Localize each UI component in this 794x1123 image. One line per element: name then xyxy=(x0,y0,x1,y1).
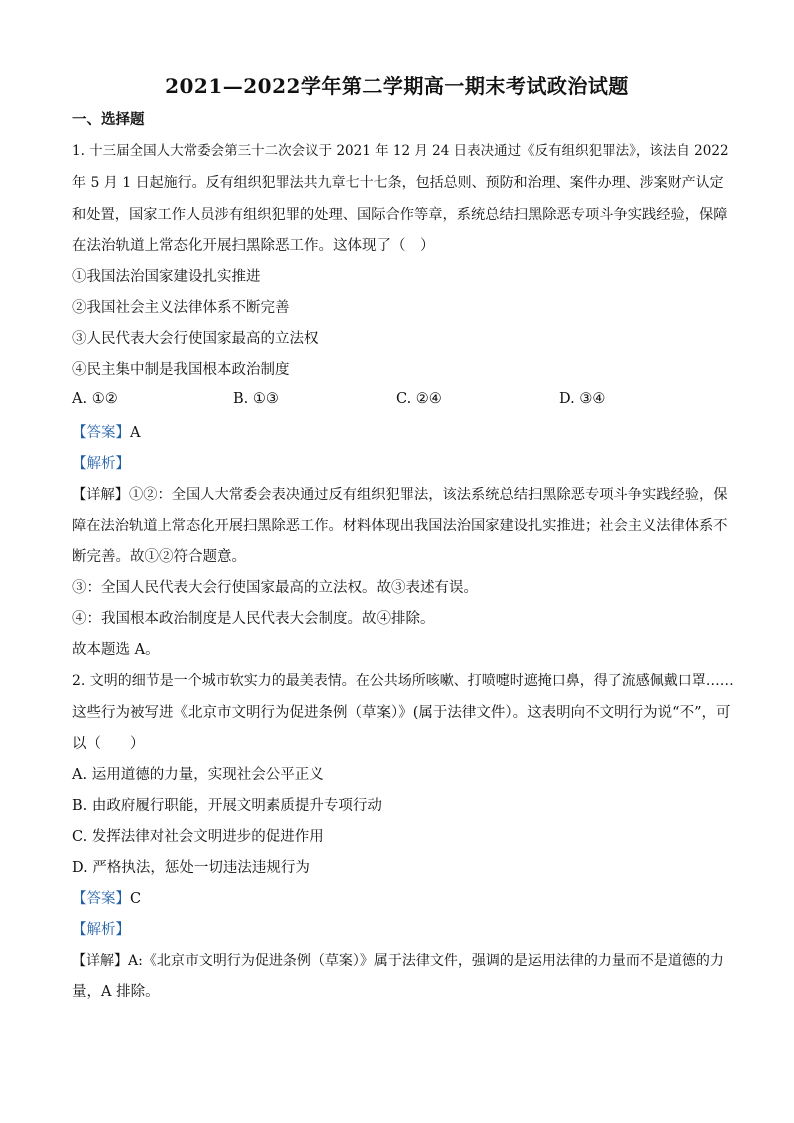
q1-statement: ①我国法治国家建设扎实推进 xyxy=(72,269,261,285)
answer-tag: 【答案】 xyxy=(72,891,130,907)
q1-stem-line: 在法治轨道上常态化开展扫黑除恶工作。这体现了（ ） xyxy=(72,238,435,254)
q2-detail-line: 【详解】A:《北京市文明行为促进条例（草案）》属于法律文件，强调的是运用法律的力量而不是道德的力 xyxy=(72,953,724,969)
answer-value: C xyxy=(130,891,142,907)
q2-option-b: B. 由政府履行职能，开展文明素质提升专项行动 xyxy=(72,798,382,814)
q2-option-d: D. 严格执法，惩处一切违法违规行为 xyxy=(72,860,310,876)
q1-detail-line: ④：我国根本政治制度是人民代表大会制度。故④排除。 xyxy=(72,611,435,627)
q1-answer xyxy=(72,423,140,443)
q1-stem-line: 1. 十三届全国人大常委会第三十二次会议于 2021 年 12 月 24 日表决通过《反有组织犯罪法》，该法自 2022 xyxy=(72,143,729,159)
answer-tag: 【答案】 xyxy=(72,425,130,441)
q1-analysis-tag: 【解析】 xyxy=(72,456,130,472)
q2-stem-line: 这些行为被写进《北京市文明行为促进条例（草案）》(属于法律文件）。这表明向不文明行为说“不”，可 xyxy=(72,705,731,721)
q1-detail-line: 障在法治轨道上常态化开展扫黑除恶工作。材料体现出我国法治国家建设扎实推进；社会主义法律体系不 xyxy=(72,518,728,534)
detail-tag: 【详解】 xyxy=(72,953,128,969)
q1-detail-line: 断完善。故①②符合题意。 xyxy=(72,549,246,565)
q2-stem-line: 2. 文明的细节是一个城市软实力的最美表情。在公共场所咳嗽、打喷嚏时遮掩口鼻，得了流感佩戴口罩…… xyxy=(72,673,734,689)
q1-option-a: A. ①② xyxy=(72,391,118,407)
q2-answer xyxy=(72,889,141,909)
answer-value: A xyxy=(130,425,141,441)
q1-option-b: B. ①③ xyxy=(233,391,279,407)
detail-tag: 【详解】 xyxy=(72,487,130,503)
q1-detail-line: 故本题选 A。 xyxy=(72,642,160,658)
q1-statement: ④民主集中制是我国根本政治制度 xyxy=(72,362,290,378)
q1-stem-line: 和处置，国家工作人员涉有组织犯罪的处理、国际合作等章，系统总结扫黑除恶专项斗争实践经验，保障 xyxy=(72,207,728,223)
section-heading: 一、选择题 xyxy=(72,111,145,128)
q2-option-c: C. 发挥法律对社会文明进步的促进作用 xyxy=(72,829,324,845)
q2-detail-line: 量，A 排除。 xyxy=(72,984,160,1000)
document-title: 2021—2022学年第二学期高一期末考试政治试题 xyxy=(165,74,629,98)
q1-statement: ②我国社会主义法律体系不断完善 xyxy=(72,300,290,316)
q1-detail-line: 【详解】①②：全国人大常委会表决通过反有组织犯罪法，该法系统总结扫黑除恶专项斗争实践经验，保 xyxy=(72,487,728,503)
q1-statement: ③人民代表大会行使国家最高的立法权 xyxy=(72,331,319,347)
q1-detail-line: ③：全国人民代表大会行使国家最高的立法权。故③表述有误。 xyxy=(72,580,478,596)
q2-analysis-tag: 【解析】 xyxy=(72,922,130,938)
q2-option-a: A. 运用道德的力量，实现社会公平正义 xyxy=(72,767,324,783)
q2-stem-line: 以（ ） xyxy=(72,736,145,752)
q1-option-d: D. ③④ xyxy=(559,391,606,407)
q1-option-c: C. ②④ xyxy=(396,391,442,407)
q1-stem-line: 年 5 月 1 日起施行。反有组织犯罪法共九章七十七条，包括总则、预防和治理、案件办理、涉案财产认定 xyxy=(72,175,724,191)
